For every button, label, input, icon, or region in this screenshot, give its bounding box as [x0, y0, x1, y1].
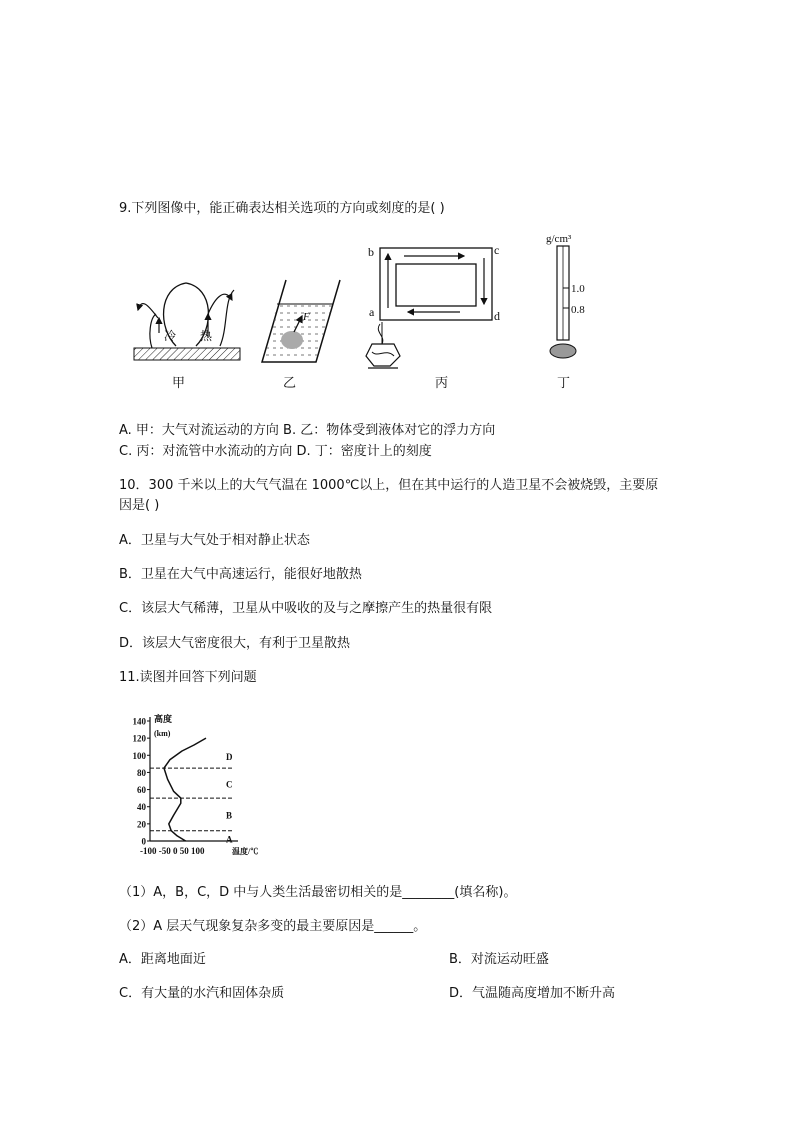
q10-question-line1: 10．300 千米以上的大气气温在 1000℃以上，但在其中运行的人造卫星不会被烧毁，主要原	[119, 478, 659, 493]
figure-convection	[128, 278, 248, 366]
corner-d: d	[494, 309, 500, 323]
x-axis-label: 温度/℃	[232, 847, 259, 856]
layer-label-b: B	[226, 810, 233, 821]
q10-question-line2: 因是( )	[119, 498, 160, 513]
temperature-line	[164, 738, 206, 841]
q10-option-c: C．该层大气稀薄，卫星从中吸收的及与之摩擦产生的热量很有限	[119, 601, 493, 616]
layer-label-a: A	[226, 834, 233, 845]
q10-option-a: A．卫星与大气处于相对静止状态	[119, 533, 310, 548]
figure-hydrometer	[540, 228, 610, 364]
density-unit: g/cm³	[546, 233, 572, 245]
floating-object	[281, 331, 303, 349]
q11-option-b: B．对流运动旺盛	[449, 952, 549, 967]
layer-boundaries	[150, 768, 232, 831]
force-label: F	[303, 311, 310, 323]
fig-label-jia: 甲	[172, 376, 186, 391]
q11-title: 11.读图并回答下列问题	[119, 670, 257, 685]
temperature-curve	[164, 738, 206, 841]
q11-option-d: D．气温随高度增加不断升高	[449, 986, 616, 1001]
y-axis-unit: (km)	[154, 729, 171, 738]
y-tick-label: 0	[141, 836, 146, 847]
q11-option-c: C．有大量的水汽和固体杂质	[119, 986, 285, 1001]
layer-label-c: C	[226, 779, 233, 790]
figure-convection-tube	[364, 240, 506, 372]
ground-hatch	[134, 348, 240, 360]
q10-option-d: D．该层大气密度很大，有利于卫星散热	[119, 636, 351, 651]
corner-b: b	[368, 245, 374, 259]
alcohol-lamp	[366, 344, 400, 366]
atmosphere-chart	[120, 710, 280, 860]
q9-question: 9.下列图像中，能正确表达相关选项的方向或刻度的是( )	[119, 201, 445, 216]
y-ticks	[133, 717, 151, 847]
q11-sub1: （1）A，B，C，D 中与人类生活最密切相关的是________(填名称)。	[119, 885, 517, 900]
y-tick-label: 140	[132, 716, 146, 727]
mark-0-8: 0.8	[571, 304, 585, 316]
q11-sub2: （2）A 层天气现象复杂多变的最主要原因是______。	[119, 919, 427, 934]
hot-label: 热	[200, 329, 213, 343]
hydrometer-bulb	[550, 344, 576, 358]
corner-c: c	[494, 243, 500, 257]
q9-option-ab: A. 甲：大气对流运动的方向 B. 乙：物体受到液体对它的浮力方向	[119, 423, 496, 438]
y-tick-label: 80	[137, 767, 146, 778]
q10-option-b: B．卫星在大气中高速运行，能很好地散热	[119, 567, 362, 582]
figure-buoyancy	[258, 276, 348, 368]
mark-1-0: 1.0	[571, 283, 585, 295]
y-axis-label: 高度	[154, 714, 173, 724]
y-tick-label: 60	[137, 785, 146, 796]
fig-label-bing: 丙	[435, 376, 449, 391]
q11-option-a: A．距离地面近	[119, 952, 206, 967]
y-tick-label: 120	[132, 733, 146, 744]
layer-label-d: D	[226, 752, 233, 762]
y-tick-label: 40	[137, 802, 146, 813]
cold-label: 冷	[164, 329, 177, 343]
fig-label-yi: 乙	[283, 376, 297, 391]
y-tick-label: 100	[132, 750, 146, 761]
corner-a: a	[369, 305, 375, 319]
x-tick-labels: -100 -50 0 50 100	[140, 846, 205, 856]
y-tick-label: 20	[137, 819, 146, 830]
fig-label-ding: 丁	[557, 376, 571, 391]
q9-option-cd: C. 丙：对流管中水流动的方向 D. 丁：密度计上的刻度	[119, 444, 432, 459]
